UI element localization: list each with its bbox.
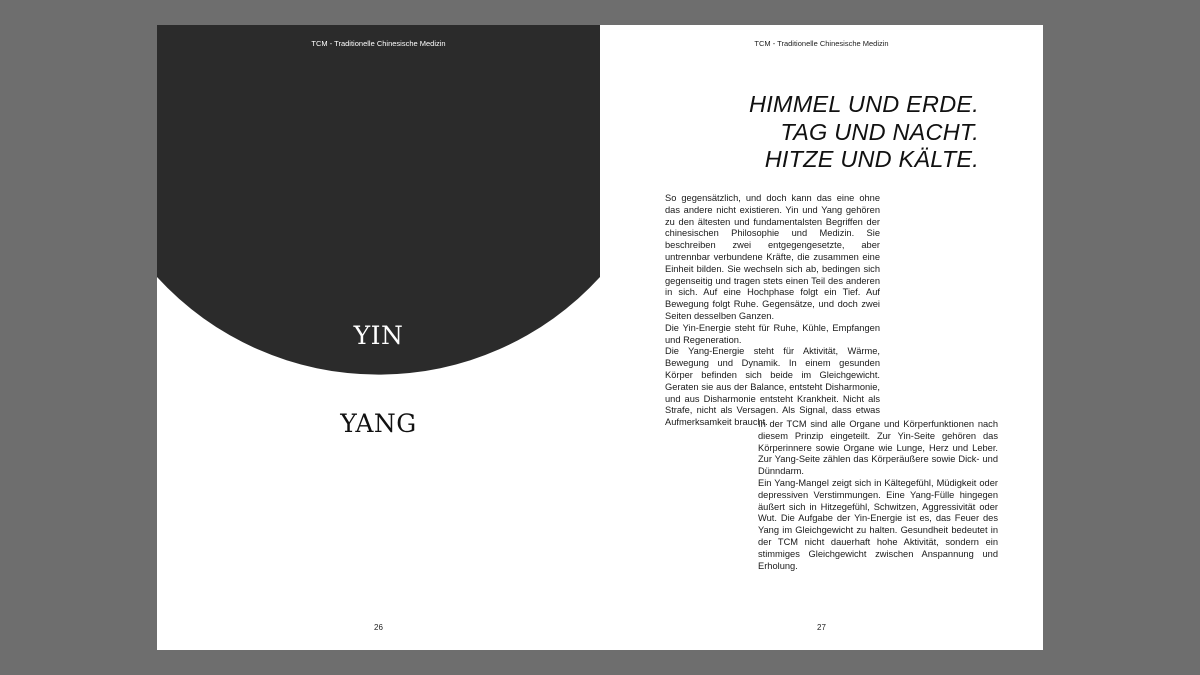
paragraph: Die Yang-Energie steht für Aktivität, Wärme, Bewegung und Dynamik. In einem gesunden Körper befinden sich beide im Gleichgewicht. Geraten sie aus der Balance, entsteht Disharmonie, und aus Disharmonie entsteht Krankheit. Nicht als Strafe, nicht als Versagen. Als Signal, dass etwas Aufmerksamkeit braucht. (665, 346, 880, 428)
paragraph: In der TCM sind alle Organe und Körperfunktionen nach diesem Prinzip eingeteilt. Zur Yin-Seite gehören das Körperinnere sowie Organe wie Lunge, Herz und Leber. Zur Yang-Seite zählen das Körperäußere sowie Dick- und Dünndarm. (758, 419, 998, 477)
headline (749, 91, 979, 174)
headline-line: TAG UND NACHT. (780, 118, 979, 145)
running-head-left: TCM - Traditionelle Chinesische Medizin (311, 39, 446, 48)
book-spread (157, 25, 1043, 650)
yang-label: YANG (340, 409, 417, 438)
running-head-right: TCM - Traditionelle Chinesische Medizin (754, 39, 889, 48)
paragraph: So gegensätzlich, und doch kann das eine ohne das andere nicht existieren. Yin und Yang gehören zu den ältesten und fundamentalsten Begriffen der chinesischen Philosophie und Medizin. Sie beschreiben zwei entgegengesetzte, aber untrennbar verbundene Kräfte, die zusammen eine Einheit bilden. Sie wechseln sich ab, bedingen sich gegenseitig und tragen stets einen Teil des anderen in sich. Auf eine Hochphase folgt ein Tief. Auf Bewegung folgt Ruhe. Gegensätze, und doch zwei Seiten desselben Ganzen. (665, 193, 880, 321)
left-page (157, 25, 600, 650)
page-number-left: 26 (374, 623, 383, 632)
right-page (600, 25, 1043, 650)
page-number-right: 27 (817, 623, 826, 632)
yin-label: YIN (353, 321, 404, 350)
headline-line: HIMMEL UND ERDE. (749, 91, 979, 117)
body-column-1 (665, 193, 880, 429)
paragraph: Die Yin-Energie steht für Ruhe, Kühle, Empfangen und Regeneration. (665, 322, 880, 345)
paragraph: Ein Yang-Mangel zeigt sich in Kältegefühl, Müdigkeit oder depressiven Verstimmungen. Eine Yang-Fülle hingegen äußert sich in Hitzegefühl, Schwitzen, Aggressivität oder Wut. Die Aufgabe der Yin-Energie ist es, das Feuer des Yang im Gleichgewicht zu halten. Gesundheit bedeutet in der TCM nicht dauerhaft hohe Aktivität, sondern ein stimmiges Gleichgewicht zwischen Anspannung und Erholung. (758, 477, 998, 571)
body-column-2 (758, 419, 998, 572)
headline-line: HITZE UND KÄLTE. (764, 146, 979, 172)
